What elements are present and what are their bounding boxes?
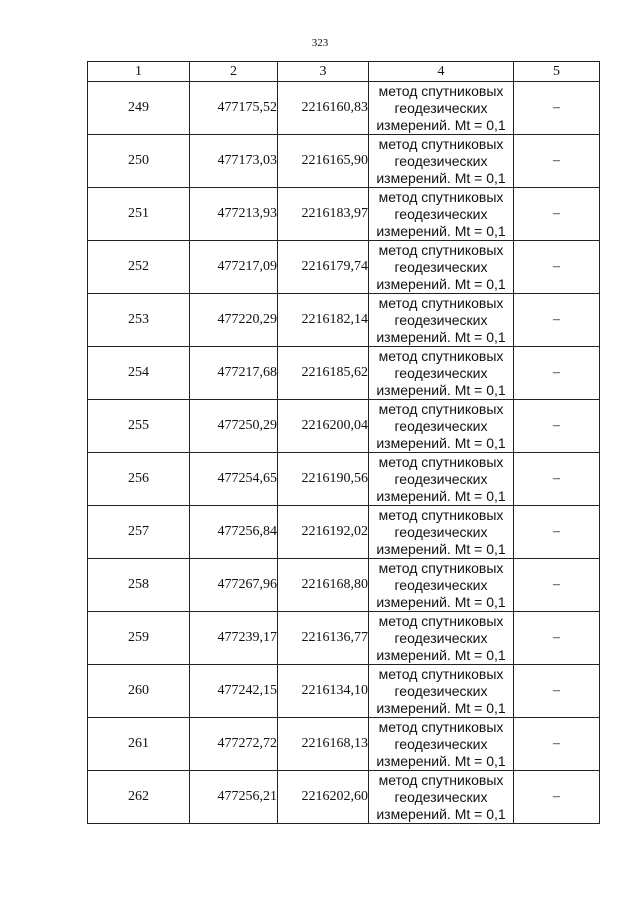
- method-line: геодезических: [394, 152, 488, 169]
- y-coordinate-cell: 2216190,56: [278, 453, 369, 506]
- x-coordinate-cell: 477217,68: [190, 347, 278, 400]
- point-number-cell: 262: [88, 771, 190, 824]
- method-line: измерений. Mt = 0,1: [376, 699, 506, 716]
- method-line: метод спутниковых: [378, 400, 504, 417]
- error-cell: –: [514, 188, 600, 241]
- method-line: измерений. Mt = 0,1: [376, 805, 506, 822]
- method-line: измерений. Mt = 0,1: [376, 116, 506, 133]
- method-line: измерений. Mt = 0,1: [376, 434, 506, 451]
- method-cell: [369, 453, 514, 506]
- method-line: геодезических: [394, 470, 488, 487]
- y-coordinate-cell: 2216136,77: [278, 612, 369, 665]
- x-coordinate-cell: 477217,09: [190, 241, 278, 294]
- error-cell: –: [514, 347, 600, 400]
- point-number-cell: 260: [88, 665, 190, 718]
- method-line: геодезических: [394, 364, 488, 381]
- x-coordinate-cell: 477242,15: [190, 665, 278, 718]
- table-header: [88, 62, 600, 82]
- method-line: геодезических: [394, 788, 488, 805]
- x-coordinate-cell: 477250,29: [190, 400, 278, 453]
- table-row: [88, 188, 600, 241]
- error-cell: –: [514, 82, 600, 135]
- column-header-5: 5: [514, 62, 600, 82]
- y-coordinate-cell: 2216183,97: [278, 188, 369, 241]
- method-line: измерений. Mt = 0,1: [376, 275, 506, 292]
- method-line: геодезических: [394, 576, 488, 593]
- method-cell: [369, 82, 514, 135]
- method-cell: [369, 347, 514, 400]
- point-number-cell: 253: [88, 294, 190, 347]
- method-line: измерений. Mt = 0,1: [376, 540, 506, 557]
- method-cell: [369, 294, 514, 347]
- column-header-2: 2: [190, 62, 278, 82]
- method-line: метод спутниковых: [378, 82, 504, 99]
- error-cell: –: [514, 400, 600, 453]
- y-coordinate-cell: 2216168,13: [278, 718, 369, 771]
- table-row: [88, 506, 600, 559]
- y-coordinate-cell: 2216192,02: [278, 506, 369, 559]
- point-number-cell: 254: [88, 347, 190, 400]
- method-line: геодезических: [394, 629, 488, 646]
- method-line: метод спутниковых: [378, 453, 504, 470]
- coordinates-table: [87, 61, 600, 824]
- table-row: [88, 559, 600, 612]
- table-row: [88, 612, 600, 665]
- method-line: метод спутниковых: [378, 241, 504, 258]
- method-line: геодезических: [394, 417, 488, 434]
- method-cell: [369, 241, 514, 294]
- method-line: геодезических: [394, 682, 488, 699]
- x-coordinate-cell: 477267,96: [190, 559, 278, 612]
- point-number-cell: 252: [88, 241, 190, 294]
- error-cell: –: [514, 665, 600, 718]
- y-coordinate-cell: 2216134,10: [278, 665, 369, 718]
- table-row: [88, 347, 600, 400]
- method-line: метод спутниковых: [378, 347, 504, 364]
- method-line: геодезических: [394, 258, 488, 275]
- method-cell: [369, 506, 514, 559]
- y-coordinate-cell: 2216160,83: [278, 82, 369, 135]
- method-cell: [369, 771, 514, 824]
- method-cell: [369, 718, 514, 771]
- method-line: измерений. Mt = 0,1: [376, 646, 506, 663]
- x-coordinate-cell: 477256,21: [190, 771, 278, 824]
- method-cell: [369, 135, 514, 188]
- table-body: [88, 82, 600, 824]
- method-line: метод спутниковых: [378, 506, 504, 523]
- method-line: метод спутниковых: [378, 135, 504, 152]
- point-number-cell: 261: [88, 718, 190, 771]
- x-coordinate-cell: 477256,84: [190, 506, 278, 559]
- method-line: метод спутниковых: [378, 294, 504, 311]
- method-line: геодезических: [394, 99, 488, 116]
- table-row: [88, 135, 600, 188]
- method-line: измерений. Mt = 0,1: [376, 593, 506, 610]
- column-header-4: 4: [369, 62, 514, 82]
- table-row: [88, 82, 600, 135]
- point-number-cell: 259: [88, 612, 190, 665]
- method-line: геодезических: [394, 523, 488, 540]
- column-header-1: 1: [88, 62, 190, 82]
- error-cell: –: [514, 771, 600, 824]
- method-line: измерений. Mt = 0,1: [376, 328, 506, 345]
- column-header-3: 3: [278, 62, 369, 82]
- y-coordinate-cell: 2216185,62: [278, 347, 369, 400]
- method-line: измерений. Mt = 0,1: [376, 169, 506, 186]
- table-row: [88, 453, 600, 506]
- error-cell: –: [514, 453, 600, 506]
- method-line: метод спутниковых: [378, 188, 504, 205]
- x-coordinate-cell: 477175,52: [190, 82, 278, 135]
- point-number-cell: 250: [88, 135, 190, 188]
- table-row: [88, 718, 600, 771]
- y-coordinate-cell: 2216182,14: [278, 294, 369, 347]
- method-cell: [369, 188, 514, 241]
- y-coordinate-cell: 2216200,04: [278, 400, 369, 453]
- method-line: метод спутниковых: [378, 718, 504, 735]
- header-row: [88, 62, 600, 82]
- method-line: измерений. Mt = 0,1: [376, 487, 506, 504]
- y-coordinate-cell: 2216202,60: [278, 771, 369, 824]
- table-row: [88, 771, 600, 824]
- method-line: измерений. Mt = 0,1: [376, 381, 506, 398]
- table-row: [88, 665, 600, 718]
- point-number-cell: 255: [88, 400, 190, 453]
- method-line: метод спутниковых: [378, 559, 504, 576]
- x-coordinate-cell: 477239,17: [190, 612, 278, 665]
- page-number: 323: [311, 37, 329, 49]
- method-line: геодезических: [394, 311, 488, 328]
- method-line: измерений. Mt = 0,1: [376, 222, 506, 239]
- error-cell: –: [514, 612, 600, 665]
- method-cell: [369, 559, 514, 612]
- method-line: геодезических: [394, 735, 488, 752]
- table-row: [88, 241, 600, 294]
- point-number-cell: 258: [88, 559, 190, 612]
- point-number-cell: 256: [88, 453, 190, 506]
- method-line: геодезических: [394, 205, 488, 222]
- x-coordinate-cell: 477173,03: [190, 135, 278, 188]
- method-line: метод спутниковых: [378, 612, 504, 629]
- point-number-cell: 251: [88, 188, 190, 241]
- method-line: метод спутниковых: [378, 771, 504, 788]
- x-coordinate-cell: 477254,65: [190, 453, 278, 506]
- method-cell: [369, 665, 514, 718]
- table-row: [88, 400, 600, 453]
- y-coordinate-cell: 2216179,74: [278, 241, 369, 294]
- error-cell: –: [514, 135, 600, 188]
- error-cell: –: [514, 506, 600, 559]
- method-cell: [369, 612, 514, 665]
- y-coordinate-cell: 2216168,80: [278, 559, 369, 612]
- point-number-cell: 257: [88, 506, 190, 559]
- y-coordinate-cell: 2216165,90: [278, 135, 369, 188]
- x-coordinate-cell: 477220,29: [190, 294, 278, 347]
- method-cell: [369, 400, 514, 453]
- x-coordinate-cell: 477272,72: [190, 718, 278, 771]
- method-line: измерений. Mt = 0,1: [376, 752, 506, 769]
- method-line: метод спутниковых: [378, 665, 504, 682]
- point-number-cell: 249: [88, 82, 190, 135]
- error-cell: –: [514, 241, 600, 294]
- error-cell: –: [514, 559, 600, 612]
- error-cell: –: [514, 294, 600, 347]
- error-cell: –: [514, 718, 600, 771]
- table-row: [88, 294, 600, 347]
- x-coordinate-cell: 477213,93: [190, 188, 278, 241]
